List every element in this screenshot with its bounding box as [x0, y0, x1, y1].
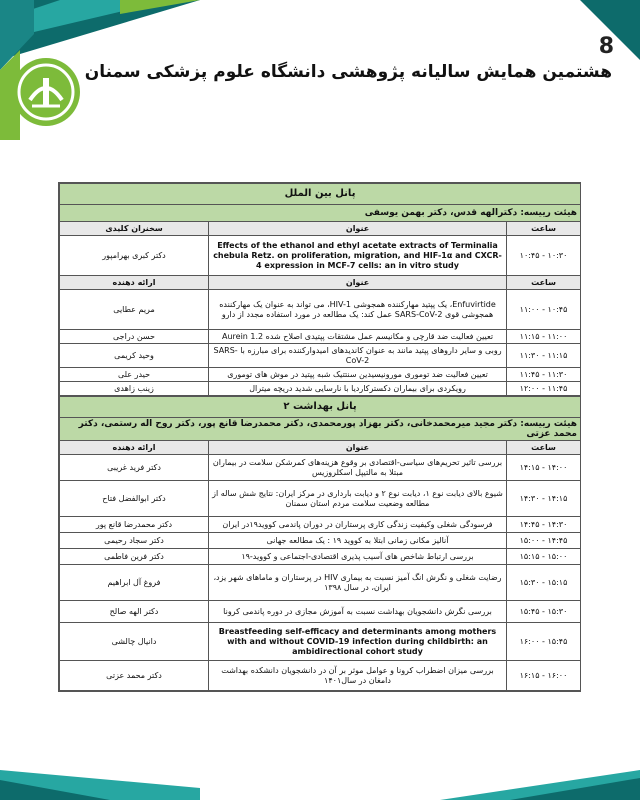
row-title: بررسی تاثیر تحریم‌های سیاسی-اقتصادی بر وقوع هزینه‌های کمرشکن سلامت در بیماران مبتلا به مالتیپل اسکلروزیس — [209, 455, 507, 481]
row-presenter: دکتر فرید غریبی — [60, 455, 209, 481]
row-presenter: مریم عطایی — [60, 290, 209, 330]
keynote-header-presenter: سخنران کلیدی — [60, 222, 209, 236]
row-presenter: وحید کریمی — [60, 344, 209, 368]
panel1-title: پانل بین الملل — [60, 184, 581, 205]
top-right-decoration — [550, 0, 640, 60]
table-row — [60, 517, 581, 533]
table-row — [60, 601, 581, 623]
row-title: رویکردی برای بیماران دکسترکاردیا با نارسایی شدید دریچه میترال — [209, 382, 507, 396]
row-title: بررسی نگرش دانشجویان بهداشت نسبت به آموزش مجازی در دوره پاندمی کرونا — [209, 601, 507, 623]
row-title: بررسی ارتباط شاخص های آسیب پذیری اقتصادی-اجتماعی و کووید-۱۹ — [209, 549, 507, 565]
keynote-row — [60, 236, 581, 276]
row-time: ۱۵:۴۵ - ۱۶:۰۰ — [507, 623, 581, 661]
table-row — [60, 455, 581, 481]
panel1-header-presenter: ارائه دهنده — [60, 276, 209, 290]
row-time: ۱۰:۴۵ - ۱۱:۰۰ — [507, 290, 581, 330]
panel1-header-title: عنوان — [209, 276, 507, 290]
table-row — [60, 623, 581, 661]
panel1-board: هیئت رییسه: دکترالهه قدس، دکتر بهمن یوسفی — [60, 205, 581, 222]
row-time: ۱۴:۳۰ - ۱۴:۴۵ — [507, 517, 581, 533]
panel2-header-presenter: ارائه دهنده — [60, 441, 209, 455]
table-row — [60, 344, 581, 368]
row-time: ۱۵:۰۰ - ۱۵:۱۵ — [507, 549, 581, 565]
row-presenter: دکتر محمدرضا قانع پور — [60, 517, 209, 533]
table-row — [60, 565, 581, 601]
row-time: ۱۱:۳۰ - ۱۱:۴۵ — [507, 368, 581, 382]
row-presenter: دکتر ابوالفضل فتاح — [60, 481, 209, 517]
row-title: روبی و سایر داروهای پپتید مانند به عنوان کاندیدهای امیدوارکننده برای مبارزه با SARS-CoV-2 — [209, 344, 507, 368]
keynote-header-title: عنوان — [209, 222, 507, 236]
program-sheet — [58, 182, 581, 692]
bottom-left-decoration — [0, 770, 200, 800]
table-row — [60, 368, 581, 382]
row-presenter: حیدر علی — [60, 368, 209, 382]
panel2-board: هیئت رییسه: دکتر مجید میرمحمدخانی، دکتر بهزاد پورمحمدی، دکتر محمدرضا قانع پور، دکتر روح اله رستمی، دکتر محمد عزتی — [60, 418, 581, 441]
row-presenter: دکتر محمد عزتی — [60, 661, 209, 691]
row-time: ۱۱:۱۵ - ۱۱:۳۰ — [507, 344, 581, 368]
row-presenter: دکتر سجاد رحیمی — [60, 533, 209, 549]
row-title: Enfuvirtide، یک پپتید مهارکننده همجوشی HIV-1، می تواند به عنوان یک مهارکننده همجوشی قوی SARS-CoV-2 عمل کند: یک مطالعه در مورد استفاده مجدد از دارو — [209, 290, 507, 330]
row-time: ۱۵:۱۵ - ۱۵:۳۰ — [507, 565, 581, 601]
panel1-table — [59, 183, 581, 396]
row-time: ۱۵:۳۰ - ۱۵:۴۵ — [507, 601, 581, 623]
row-presenter: دکتر الهه صالح — [60, 601, 209, 623]
row-title: شیوع بالای دیابت نوع ۱، دیابت نوع ۲ و دیابت بارداری در مرکز ایران: نتایج شش ساله از مطالعه وضعیت سلامت مردم استان سمنان — [209, 481, 507, 517]
row-presenter: زینب زاهدی — [60, 382, 209, 396]
bottom-right-decoration — [440, 770, 640, 800]
panel2-table — [59, 396, 581, 691]
row-time: ۱۱:۰۰ - ۱۱:۱۵ — [507, 330, 581, 344]
table-row — [60, 533, 581, 549]
panel2-header-time: ساعت — [507, 441, 581, 455]
table-row — [60, 290, 581, 330]
row-presenter: حسن دراجی — [60, 330, 209, 344]
row-presenter: دکتر فرین فاطمی — [60, 549, 209, 565]
row-presenter: دانیال چالشی — [60, 623, 209, 661]
row-time: ۱۴:۱۵ - ۱۴:۳۰ — [507, 481, 581, 517]
page-number: 8 — [598, 34, 614, 59]
row-presenter: فروغ آل ابراهیم — [60, 565, 209, 601]
row-time: ۱۴:۴۵ - ۱۵:۰۰ — [507, 533, 581, 549]
panel2-title: پانل بهداشت ۲ — [60, 397, 581, 418]
keynote-header-time: ساعت — [507, 222, 581, 236]
keynote-presenter: دکتر کبری بهرامپور — [60, 236, 209, 276]
keynote-time: ۱۰:۳۰ - ۱۰:۴۵ — [507, 236, 581, 276]
panel2-header-title: عنوان — [209, 441, 507, 455]
row-title: تعیین فعالیت ضد توموری مورونیسیدین سنتتیک شبه پپتید در موش های توموری — [209, 368, 507, 382]
row-title: Breastfeeding self-efficacy and determinants among mothers with and without COVID-19 infection during childbirth: an ambidirectional cohort study — [209, 623, 507, 661]
table-row — [60, 330, 581, 344]
table-row — [60, 481, 581, 517]
row-title: تعیین فعالیت ضد قارچی و مکانیسم عمل مشتقات پپتیدی اصلاح شده Aurein 1.2 — [209, 330, 507, 344]
row-title: آنالیز مکانی زمانی ابتلا به کووید ۱۹ : یک مطالعه جهانی — [209, 533, 507, 549]
table-row — [60, 549, 581, 565]
row-time: ۱۱:۴۵ - ۱۲:۰۰ — [507, 382, 581, 396]
row-title: فرسودگی شغلی وکیفیت زندگی کاری پرستاران در دوران پاندمی کووید۱۹در ایران — [209, 517, 507, 533]
row-title: بررسی میزان اضطراب کرونا و عوامل موثر بر آن در دانشجویان دانشکده بهداشت دامغان در سال۱۴۰۱ — [209, 661, 507, 691]
panel1-header-time: ساعت — [507, 276, 581, 290]
keynote-title: Effects of the ethanol and ethyl acetate extracts of Terminalia chebula Retz. on proliferation, migration, and HIF-1α and CXCR-4 expression in MCF-7 cells: an in vitro study — [209, 236, 507, 276]
row-time: ۱۴:۰۰ - ۱۴:۱۵ — [507, 455, 581, 481]
table-row — [60, 661, 581, 691]
row-title: رضایت شغلی و نگرش انگ آمیز نسبت به بیماری HIV در پرستاران و ماماهای شهر یزد، ایران، در سال ۱۳۹۸ — [209, 565, 507, 601]
row-time: ۱۶:۰۰ - ۱۶:۱۵ — [507, 661, 581, 691]
university-logo-icon — [10, 56, 82, 128]
conference-title: هشتمین همایش سالیانه پژوهشی دانشگاه علوم پزشکی سمنان — [84, 62, 612, 82]
table-row — [60, 382, 581, 396]
